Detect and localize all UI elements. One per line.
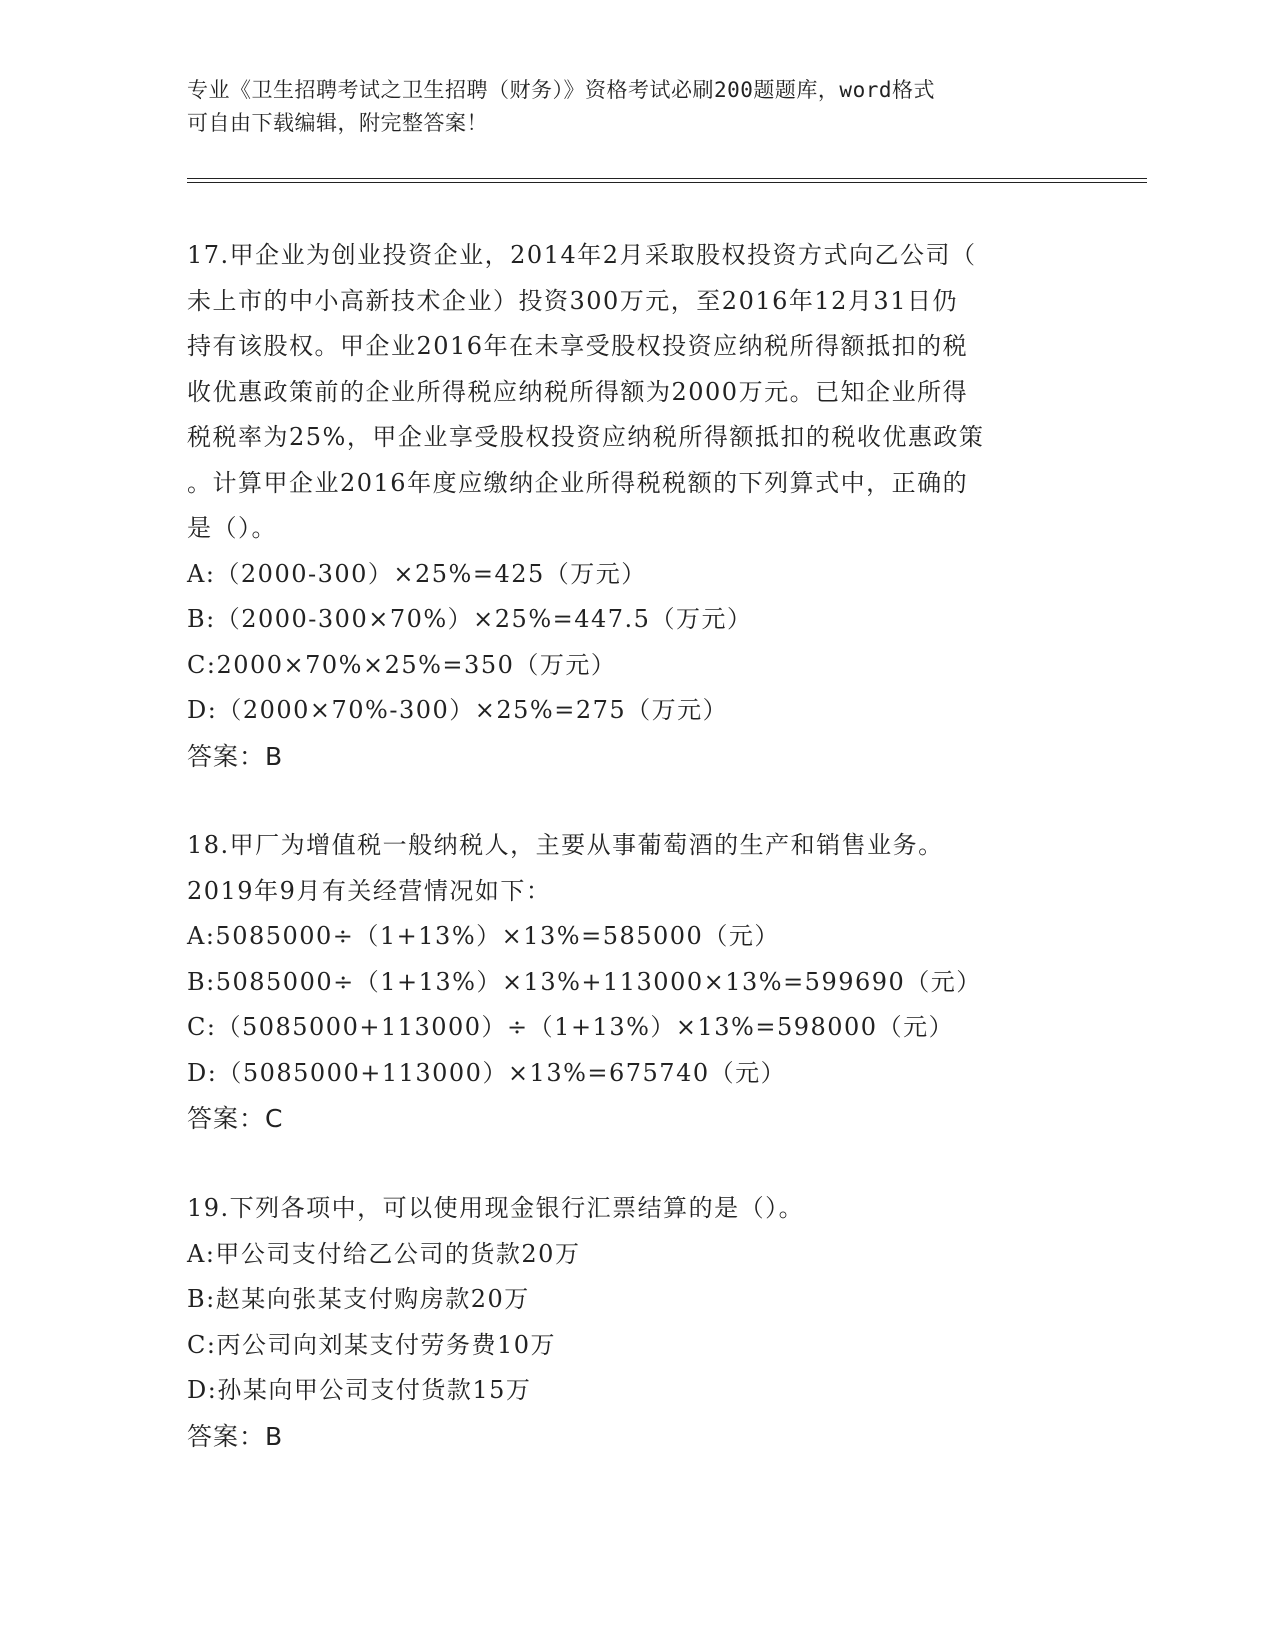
option-b: B:5085000÷（1+13%）×13%+113000×13%=599690（元）: [187, 967, 982, 996]
question-stem-line: 17.甲企业为创业投资企业，2014年2月采取股权投资方式向乙公司（: [187, 241, 977, 269]
header-line: 可自由下载编辑，附完整答案！: [187, 111, 488, 135]
question-stem-line: 收优惠政策前的企业所得税应纳税所得额为2000万元。已知企业所得: [187, 377, 969, 406]
option-a: A:（2000-300）×25%=425（万元）: [187, 559, 647, 588]
header-divider: [187, 182, 1147, 183]
question-stem-line: 2019年9月有关经营情况如下：: [187, 876, 552, 905]
question-17: [187, 233, 1087, 779]
question-stem-line: 18.甲厂为增值税一般纳税人，主要从事葡萄酒的生产和销售业务。: [187, 831, 944, 859]
question-stem-line: 税税率为25%，甲企业享受股权投资应纳税所得额抵扣的税收优惠政策: [187, 423, 985, 451]
question-stem-line: 19.下列各项中，可以使用现金银行汇票结算的是（）。: [187, 1194, 805, 1222]
question-stem-line: 持有该股权。甲企业2016年在未享受股权投资应纳税所得额抵扣的税: [187, 332, 969, 360]
question-18: [187, 823, 1087, 1142]
option-c: C:2000×70%×25%=350（万元）: [187, 650, 617, 679]
option-a: A:5085000÷（1+13%）×13%=585000（元）: [187, 922, 780, 950]
answer-label: 答案：B: [187, 741, 284, 771]
header-line: 专业《卫生招聘考试之卫生招聘（财务）》资格考试必刷200题题库，word格式: [187, 78, 935, 102]
option-b: B:（2000-300×70%）×25%=447.5（万元）: [187, 605, 753, 633]
option-a: A:甲公司支付给乙公司的货款20万: [187, 1239, 581, 1268]
question-stem-line: 。计算甲企业2016年度应缴纳企业所得税税额的下列算式中，正确的: [187, 468, 969, 497]
option-b: B:赵某向张某支付购房款20万: [187, 1285, 530, 1313]
header-divider: [187, 178, 1147, 179]
question-19: [187, 1186, 1087, 1459]
answer-label: 答案：C: [187, 1104, 284, 1133]
option-c: C:（5085000+113000）÷（1+13%）×13%=598000（元）: [187, 1013, 955, 1041]
option-d: D:（2000×70%-300）×25%=275（万元）: [187, 696, 729, 724]
answer-label: 答案：B: [187, 1421, 284, 1451]
question-stem-line: 是（）。: [187, 514, 277, 542]
option-c: C:丙公司向刘某支付劳务费10万: [187, 1330, 556, 1359]
option-d: D:（5085000+113000）×13%=675740（元）: [187, 1058, 787, 1087]
document-header: [187, 74, 1087, 140]
option-d: D:孙某向甲公司支付货款15万: [187, 1376, 532, 1404]
question-stem-line: 未上市的中小高新技术企业）投资300万元，至2016年12月31日仍: [187, 286, 958, 315]
